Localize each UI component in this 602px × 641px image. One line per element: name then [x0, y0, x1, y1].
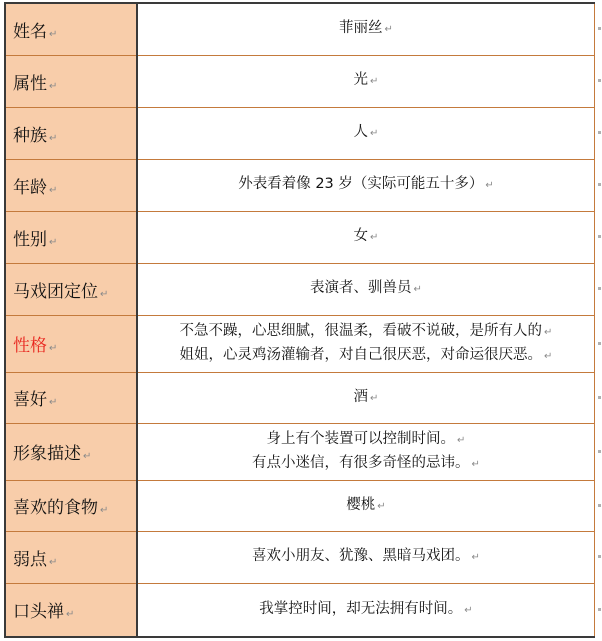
row-label: 弱点 — [13, 549, 47, 570]
paragraph-mark-icon: ↵ — [471, 552, 480, 563]
paragraph-mark-icon: ↵ — [384, 24, 393, 36]
paragraph-mark-icon: ↵ — [457, 434, 466, 446]
row-value-cell — [137, 480, 595, 531]
paragraph-mark-icon: ↵ — [49, 80, 58, 92]
row-value-text: 姐姐，心灵鸡汤灌输者，对自己很厌恶，对命运很厌恶。 — [179, 346, 543, 363]
character-profile-table — [4, 2, 595, 638]
profile-table-body — [5, 3, 595, 637]
row-end-mark — [598, 396, 601, 399]
row-value-text: 女 — [353, 228, 369, 244]
paragraph-mark-icon: ↵ — [544, 326, 553, 338]
row-value-text: 外表看着像 23 岁（实际可能五十多） — [238, 176, 484, 192]
row-label: 性别 — [13, 229, 47, 250]
row-label: 形象描述 — [13, 444, 81, 464]
row-value-cell — [137, 263, 595, 315]
paragraph-mark-icon: ↵ — [49, 28, 58, 40]
profile-row — [5, 423, 595, 480]
paragraph-mark-icon: ↵ — [49, 184, 58, 196]
row-value-cell — [137, 423, 595, 480]
profile-row — [5, 159, 595, 211]
paragraph-mark-icon: ↵ — [413, 284, 422, 295]
paragraph-mark-icon: ↵ — [49, 132, 58, 144]
row-end-mark — [598, 183, 601, 186]
paragraph-mark-icon: ↵ — [100, 288, 109, 300]
row-label-cell — [5, 211, 137, 263]
paragraph-mark-icon: ↵ — [370, 232, 379, 243]
paragraph-mark-icon: ↵ — [471, 458, 480, 470]
row-value-line — [138, 344, 594, 368]
row-value-line — [138, 17, 594, 41]
row-value-text: 有点小迷信，有很多奇怪的忌讳。 — [252, 454, 470, 471]
paragraph-mark-icon: ↵ — [100, 505, 109, 516]
row-value-line — [138, 452, 594, 476]
row-value-line — [138, 428, 594, 452]
paragraph-mark-icon: ↵ — [464, 604, 473, 616]
profile-row — [5, 480, 595, 531]
row-value-text: 菲丽丝 — [339, 20, 383, 37]
row-value-cell — [137, 211, 595, 263]
row-end-mark — [598, 287, 601, 290]
row-value-text: 光 — [353, 72, 369, 88]
row-label: 口头禅 — [13, 602, 64, 623]
row-value-cell — [137, 315, 595, 372]
row-label: 喜欢的食物 — [13, 498, 98, 518]
row-value-cell — [137, 531, 595, 583]
profile-row — [5, 315, 595, 372]
row-value-line — [138, 225, 594, 249]
row-label-cell — [5, 423, 137, 480]
row-value-line — [138, 494, 594, 518]
row-end-mark — [598, 131, 601, 134]
row-label-cell — [5, 55, 137, 107]
row-label-cell — [5, 315, 137, 372]
row-label: 种族 — [13, 125, 47, 146]
profile-row — [5, 55, 595, 107]
row-label-cell — [5, 159, 137, 211]
row-value-cell — [137, 3, 595, 55]
row-value-text: 身上有个装置可以控制时间。 — [266, 430, 456, 447]
row-value-line — [138, 173, 594, 197]
row-label-cell — [5, 263, 137, 315]
profile-row — [5, 531, 595, 583]
paragraph-mark-icon: ↵ — [370, 392, 379, 404]
row-end-mark — [598, 79, 601, 82]
row-end-mark — [598, 608, 601, 611]
row-value-text: 我掌控时间，却无法拥有时间。 — [259, 600, 463, 617]
row-label-cell — [5, 583, 137, 637]
row-value-line — [138, 320, 594, 344]
row-end-mark — [598, 555, 601, 558]
profile-row — [5, 107, 595, 159]
row-value-text: 人 — [353, 124, 369, 140]
row-label-cell — [5, 480, 137, 531]
row-end-mark — [598, 450, 601, 453]
row-value-line — [138, 121, 594, 145]
row-end-mark — [598, 504, 601, 507]
row-label: 年龄 — [13, 177, 47, 198]
row-label-cell — [5, 107, 137, 159]
row-value-cell — [137, 372, 595, 423]
paragraph-mark-icon: ↵ — [485, 180, 494, 191]
page-edge-marks — [597, 0, 602, 641]
row-end-mark — [598, 27, 601, 30]
row-value-text: 酒 — [353, 388, 369, 405]
row-value-text: 表演者、驯兽员 — [310, 280, 412, 296]
row-value-cell — [137, 107, 595, 159]
paragraph-mark-icon: ↵ — [49, 236, 58, 248]
paragraph-mark-icon: ↵ — [544, 350, 553, 362]
row-label-cell — [5, 3, 137, 55]
row-label-cell — [5, 531, 137, 583]
row-end-mark — [598, 342, 601, 345]
profile-row — [5, 583, 595, 637]
row-value-cell — [137, 583, 595, 637]
row-value-cell — [137, 55, 595, 107]
paragraph-mark-icon: ↵ — [83, 451, 92, 462]
paragraph-mark-icon: ↵ — [370, 128, 379, 139]
row-value-text: 樱桃 — [346, 496, 376, 513]
row-value-line — [138, 277, 594, 301]
row-value-line — [138, 386, 594, 410]
paragraph-mark-icon: ↵ — [49, 343, 58, 354]
row-value-cell — [137, 159, 595, 211]
profile-row — [5, 3, 595, 55]
row-value-text: 不急不躁，心思细腻，很温柔，看破不说破，是所有人的 — [179, 322, 543, 339]
row-label: 喜好 — [13, 390, 47, 410]
row-value-text: 喜欢小朋友、犹豫、黑暗马戏团。 — [252, 548, 470, 564]
paragraph-mark-icon: ↵ — [370, 76, 379, 87]
profile-row — [5, 263, 595, 315]
row-label-cell — [5, 372, 137, 423]
row-end-mark — [598, 235, 601, 238]
row-value-line — [138, 69, 594, 93]
row-label: 性格 — [13, 336, 47, 356]
row-value-line — [138, 598, 594, 622]
paragraph-mark-icon: ↵ — [49, 556, 58, 568]
row-label: 属性 — [13, 73, 47, 94]
row-label: 姓名 — [13, 21, 47, 42]
row-label: 马戏团定位 — [13, 281, 98, 302]
paragraph-mark-icon: ↵ — [377, 500, 386, 512]
profile-row — [5, 211, 595, 263]
paragraph-mark-icon: ↵ — [49, 397, 58, 408]
profile-row — [5, 372, 595, 423]
row-value-line — [138, 545, 594, 569]
paragraph-mark-icon: ↵ — [66, 609, 75, 621]
